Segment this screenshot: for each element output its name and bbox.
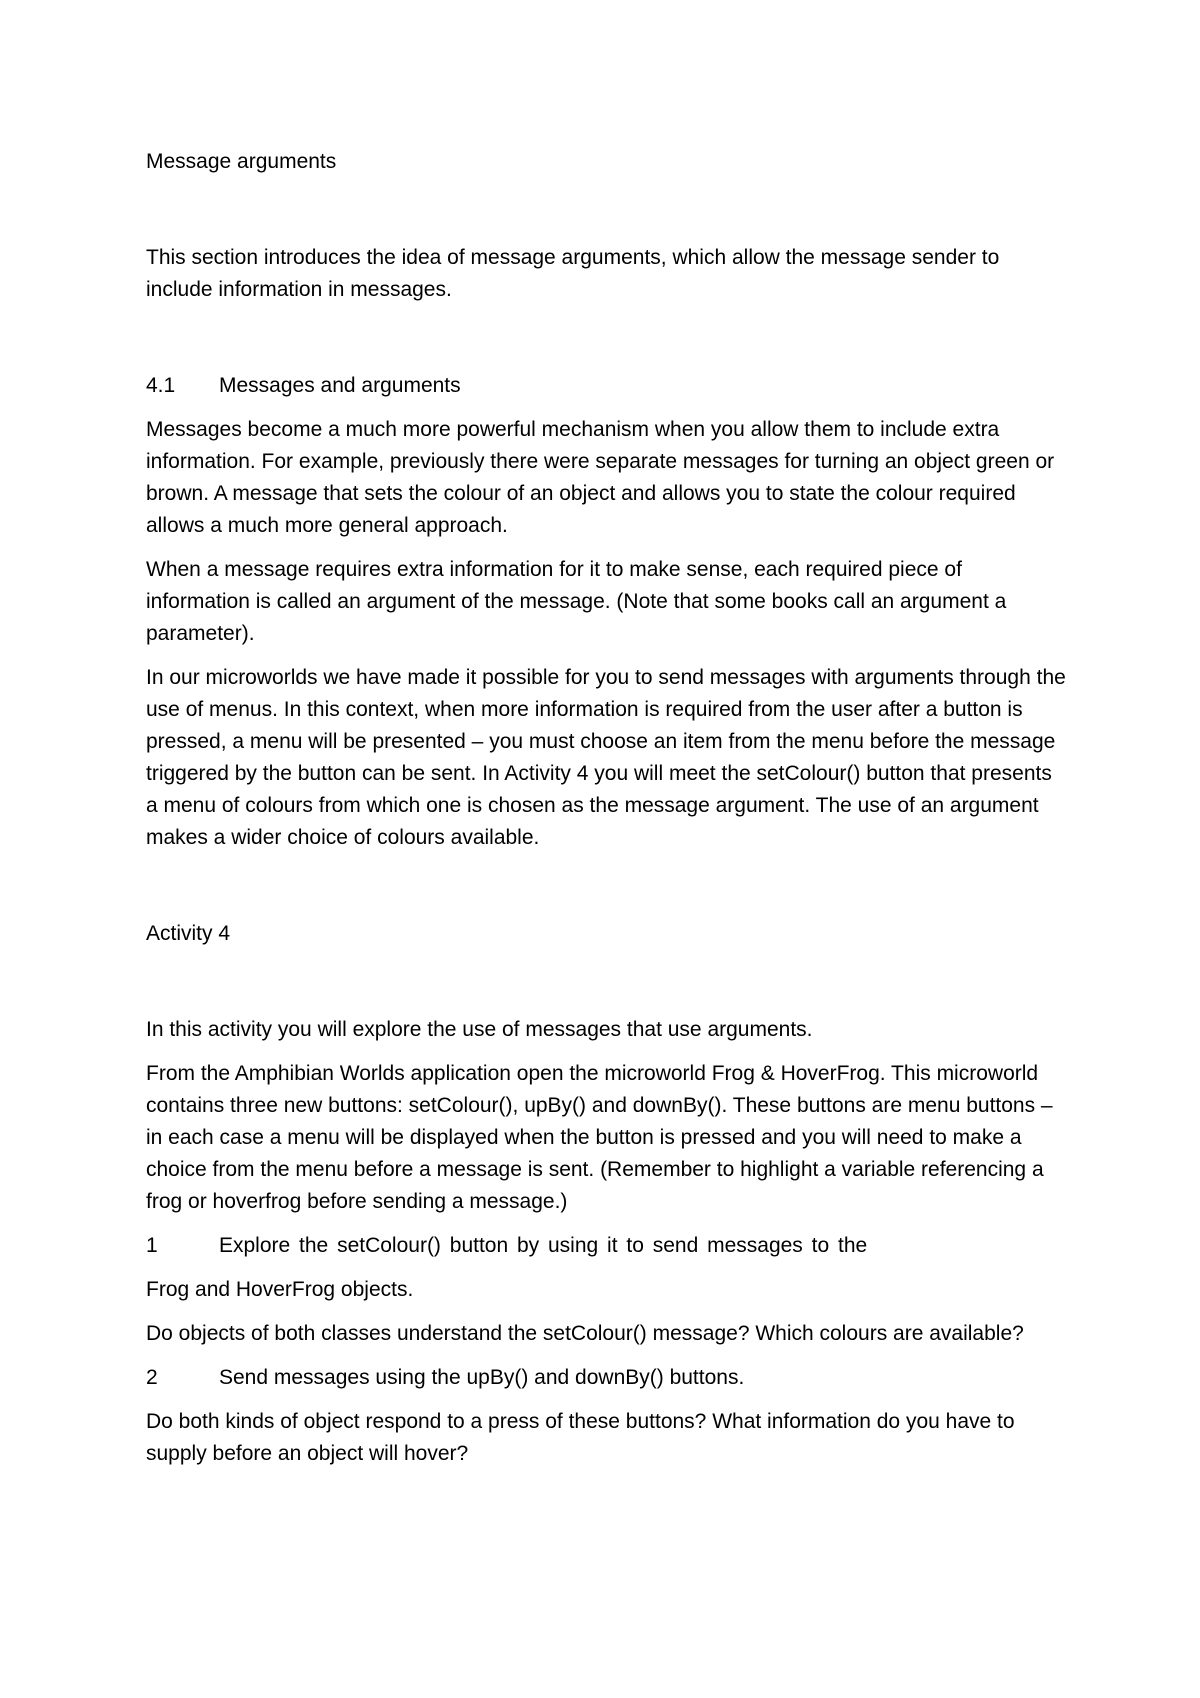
step-number: 2 xyxy=(146,1366,158,1389)
step-question: Do both kinds of object respond to a press of these buttons? What information do you have to supply before an object will hover? xyxy=(146,1410,1015,1465)
document-body xyxy=(146,146,1066,1470)
step-text: Send messages using the upBy() and downBy() buttons. xyxy=(219,1366,745,1389)
step-number: 1 xyxy=(146,1234,158,1257)
step-text: Explore the setColour() button by using it to send messages to the xyxy=(219,1234,868,1257)
intro-paragraph: This section introduces the idea of message arguments, which allow the message sender to include information in messages. xyxy=(146,246,1000,301)
section-paragraph: In our microworlds we have made it possible for you to send messages with arguments through the use of menus. In this context, when more information is required from the user after a button is pressed, a menu will be presented – you must choose an item from the menu before the message triggered by the button can be sent. In Activity 4 you will meet the setColour() button that presents a menu of colours from which one is chosen as the message argument. The use of an argument makes a wider choice of colours available. xyxy=(146,666,1066,849)
step-continuation: Frog and HoverFrog objects. xyxy=(146,1278,414,1301)
activity-step-2 xyxy=(146,1362,1066,1394)
step-question: Do objects of both classes understand the setColour() message? Which colours are available? xyxy=(146,1322,1024,1345)
activity-title: Activity 4 xyxy=(146,922,231,945)
section-title: Messages and arguments xyxy=(219,374,461,397)
section-paragraph: When a message requires extra information for it to make sense, each required piece of information is called an argument of the message. (Note that some books call an argument a parameter). xyxy=(146,558,1007,645)
section-number: 4.1 xyxy=(146,374,176,397)
activity-setup-paragraph: From the Amphibian Worlds application open the microworld Frog & HoverFrog. This microworld contains three new buttons: setColour(), upBy() and downBy(). These buttons are menu buttons – in each case a menu will be displayed when the button is pressed and you will need to make a choice from the menu before a message is sent. (Remember to highlight a variable referencing a frog or hoverfrog before sending a message.) xyxy=(146,1062,1053,1213)
section-paragraph: Messages become a much more powerful mechanism when you allow them to include extra information. For example, previously there were separate messages for turning an object green or brown. A message that sets the colour of an object and allows you to state the colour required allows a much more general approach. xyxy=(146,418,1055,537)
document-title: Message arguments xyxy=(146,150,337,173)
section-heading xyxy=(146,370,1066,402)
activity-intro: In this activity you will explore the use of messages that use arguments. xyxy=(146,1018,813,1041)
activity-step-1 xyxy=(146,1230,1066,1262)
